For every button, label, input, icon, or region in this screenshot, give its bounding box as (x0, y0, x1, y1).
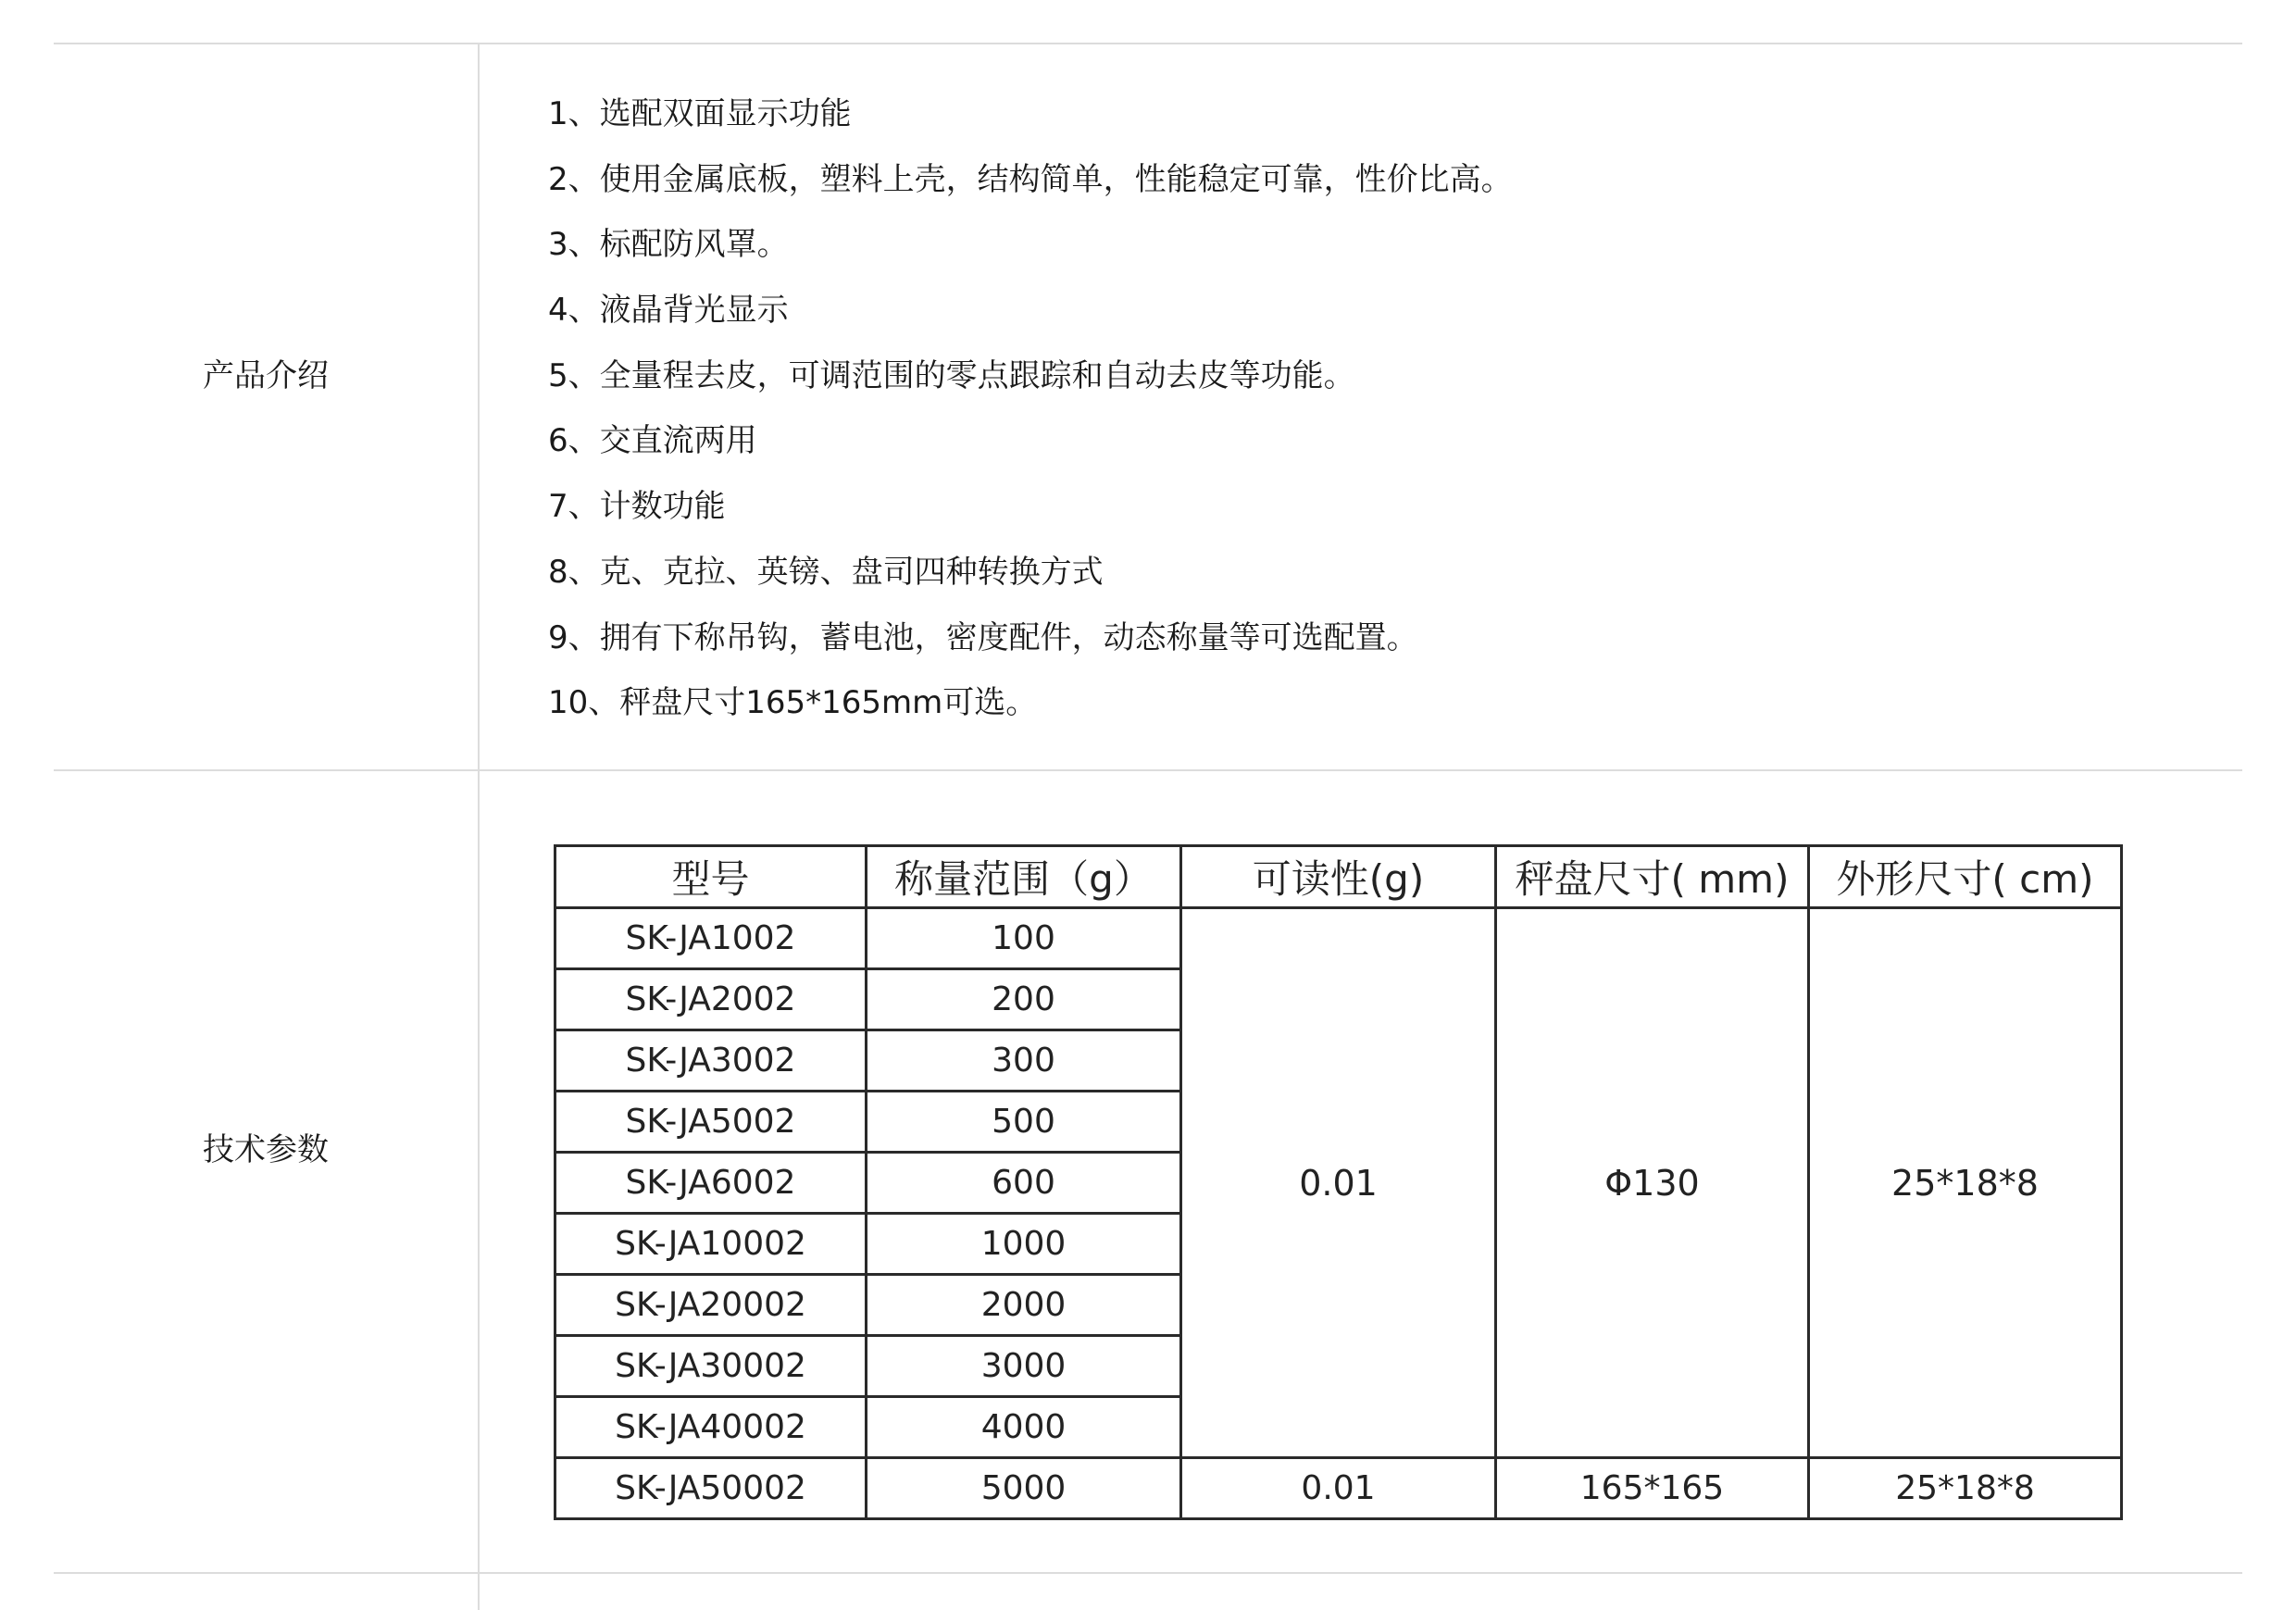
header-model: 型号 (555, 846, 867, 908)
specs-label: 技术参数 (203, 1131, 329, 1168)
list-item: 7、计数功能 (548, 488, 726, 526)
range-cell: 3000 (867, 1336, 1181, 1397)
header-readability: 可读性(g) (1181, 846, 1496, 908)
column-divider (478, 43, 480, 1610)
model-cell: SK-JA30002 (555, 1336, 867, 1397)
list-item: 6、交直流两用 (548, 422, 757, 460)
model-cell: SK-JA1002 (555, 908, 867, 969)
model-cell: SK-JA10002 (555, 1214, 867, 1275)
header-pan-size: 秤盘尺寸( mm) (1496, 846, 1809, 908)
intro-feature-list (548, 91, 1513, 745)
range-cell: 2000 (867, 1275, 1181, 1336)
range-cell: 100 (867, 908, 1181, 969)
range-cell: 1000 (867, 1214, 1181, 1275)
list-item: 2、使用金属底板，塑料上壳，结构简单，性能稳定可靠，性价比高。 (548, 160, 1513, 198)
list-item: 9、拥有下称吊钩，蓄电池，密度配件，动态称量等可选配置。 (548, 618, 1418, 656)
list-item: 4、液晶背光显示 (548, 292, 789, 330)
list-item: 5、全量程去皮，可调范围的零点跟踪和自动去皮等功能。 (548, 356, 1355, 394)
model-cell: SK-JA3002 (555, 1030, 867, 1092)
model-cell: SK-JA40002 (555, 1397, 867, 1458)
intro-label: 产品介绍 (203, 357, 329, 394)
bottom-divider (54, 1572, 2242, 1574)
readability-cell: 0.01 (1181, 908, 1496, 1458)
specs-table (554, 844, 2123, 1520)
range-cell: 300 (867, 1030, 1181, 1092)
model-cell: SK-JA50002 (555, 1458, 867, 1519)
list-item: 8、克、克拉、英镑、盘司四种转换方式 (548, 553, 1104, 591)
header-range: 称量范围（g） (867, 846, 1181, 908)
list-item: 1、选配双面显示功能 (548, 95, 852, 132)
table-row (555, 1458, 2122, 1519)
range-cell: 5000 (867, 1458, 1181, 1519)
dimensions-cell: 25*18*8 (1809, 1458, 2122, 1519)
pan-size-cell: 165*165 (1496, 1458, 1809, 1519)
middle-divider (54, 769, 2242, 771)
header-dimensions: 外形尺寸( cm) (1809, 846, 2122, 908)
table-row (555, 908, 2122, 969)
range-cell: 600 (867, 1153, 1181, 1214)
list-item: 10、秤盘尺寸165*165mm可选。 (548, 684, 1038, 722)
list-item: 3、标配防风罩。 (548, 226, 789, 264)
range-cell: 200 (867, 969, 1181, 1030)
table-header-row (555, 846, 2122, 908)
dimensions-cell: 25*18*8 (1809, 908, 2122, 1458)
model-cell: SK-JA6002 (555, 1153, 867, 1214)
pan-size-cell: Φ130 (1496, 908, 1809, 1458)
readability-cell: 0.01 (1181, 1458, 1496, 1519)
model-cell: SK-JA2002 (555, 969, 867, 1030)
model-cell: SK-JA5002 (555, 1092, 867, 1153)
range-cell: 4000 (867, 1397, 1181, 1458)
model-cell: SK-JA20002 (555, 1275, 867, 1336)
range-cell: 500 (867, 1092, 1181, 1153)
top-divider (54, 43, 2242, 44)
